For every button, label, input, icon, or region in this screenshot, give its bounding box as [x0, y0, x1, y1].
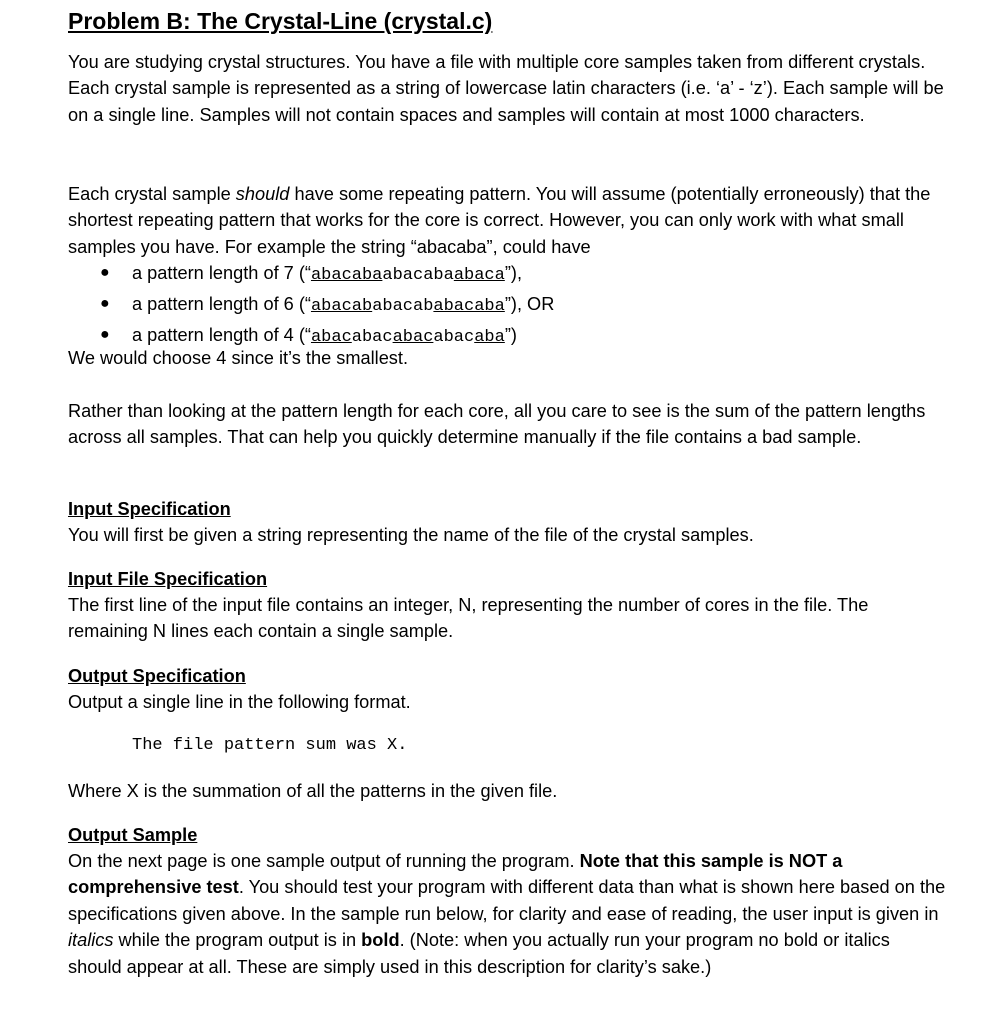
output-spec-text: Output a single line in the following format. — [68, 692, 411, 712]
sample-italic-1: italics — [68, 930, 114, 951]
sample-text-1: On the next page is one sample output of running the program. — [68, 851, 580, 871]
pattern-example-suffix: ”), — [504, 263, 522, 283]
input-spec-heading: Input Specification — [68, 499, 231, 519]
output-sample-paragraph — [68, 848, 948, 980]
where-line: Where X is the summation of all the patterns in the given file. — [68, 781, 558, 801]
pattern-example-prefix: a pattern length of 7 (“ — [132, 263, 311, 283]
pattern-segment: abacaba — [382, 266, 454, 285]
pattern-example-item — [68, 259, 554, 290]
pattern-example-suffix: ”), OR — [504, 294, 555, 315]
sample-text-2: . You should test your program with different data than what is shown here based on the specifications given above. In the sample run below, for clarity and ease of reading, the user input is given in — [68, 877, 946, 924]
pattern-segment: abacab — [310, 297, 373, 317]
choose-line: We would choose 4 since it’s the smallest. — [68, 348, 409, 368]
sum-paragraph: Rather than looking at the pattern length for each core, all you care to see is the sum of the pattern lengths across all samples. That can help you quickly determine manually if the file contains a bad sample. — [68, 401, 926, 448]
pattern-segment: abac — [392, 328, 434, 348]
pattern-example-suffix: ”) — [504, 325, 517, 346]
pattern-segment: abac — [310, 328, 352, 348]
output-spec-heading: Output Specification — [68, 666, 246, 686]
bullet-icon: ● — [100, 295, 110, 313]
output-format-line: The file pattern sum was X. — [132, 736, 408, 755]
pattern-text-after: have some repeating pattern. You will assume (potentially erroneously) that the shortest repeating pattern that works for the core is correct. However, you can only work with what small samples you have. For example the string “abacaba”, could have — [68, 184, 931, 257]
pattern-emphasis: should — [235, 184, 290, 204]
output-sample-heading: Output Sample — [68, 825, 198, 845]
pattern-example-prefix: a pattern length of 4 (“ — [132, 325, 311, 346]
sample-bold-2: bold — [361, 930, 400, 951]
pattern-segment: abac — [351, 328, 393, 348]
sample-text-4: . (Note: when you actually run your program no bold or italics should appear at all. These are simply used in this description for clarity’s sake.) — [68, 930, 890, 977]
intro-paragraph: You are studying crystal structures. You have a file with multiple core samples taken from different crystals. Each crystal sample is represented as a string of lowercase latin characters (i.e. ‘a’ - ‘z’). Each sample will be on a single line. Samples will not contain spaces and samples will contain at most 1000 characters. — [68, 52, 944, 125]
problem-title: Problem B: The Crystal-Line (crystal.c) — [68, 8, 493, 34]
pattern-paragraph — [68, 181, 948, 260]
pattern-text-before: Each crystal sample — [68, 184, 236, 204]
input-spec-text: You will first be given a string representing the name of the file of the crystal samples. — [68, 525, 754, 545]
pattern-examples-list — [68, 259, 554, 353]
sample-bold-1: Note that this sample is NOT a comprehensive test — [68, 851, 843, 898]
bullet-icon: ● — [100, 264, 110, 281]
pattern-segment: aba — [474, 328, 505, 348]
pattern-example-item — [68, 290, 554, 321]
bullet-icon: ● — [100, 326, 110, 344]
input-file-spec-text: The first line of the input file contains an integer, N, representing the number of cores in the file. The remaining N lines each contain a single sample. — [68, 595, 869, 642]
pattern-segment: abaca — [453, 266, 505, 285]
pattern-segment: abacaba — [310, 266, 383, 285]
pattern-segment: abacab — [372, 297, 434, 317]
pattern-segment: abacaba — [433, 297, 505, 317]
input-file-spec-heading: Input File Specification — [68, 569, 268, 589]
pattern-example-prefix: a pattern length of 6 (“ — [132, 294, 311, 315]
sample-text-3: while the program output is in — [113, 930, 362, 951]
pattern-segment: abac — [433, 328, 475, 348]
